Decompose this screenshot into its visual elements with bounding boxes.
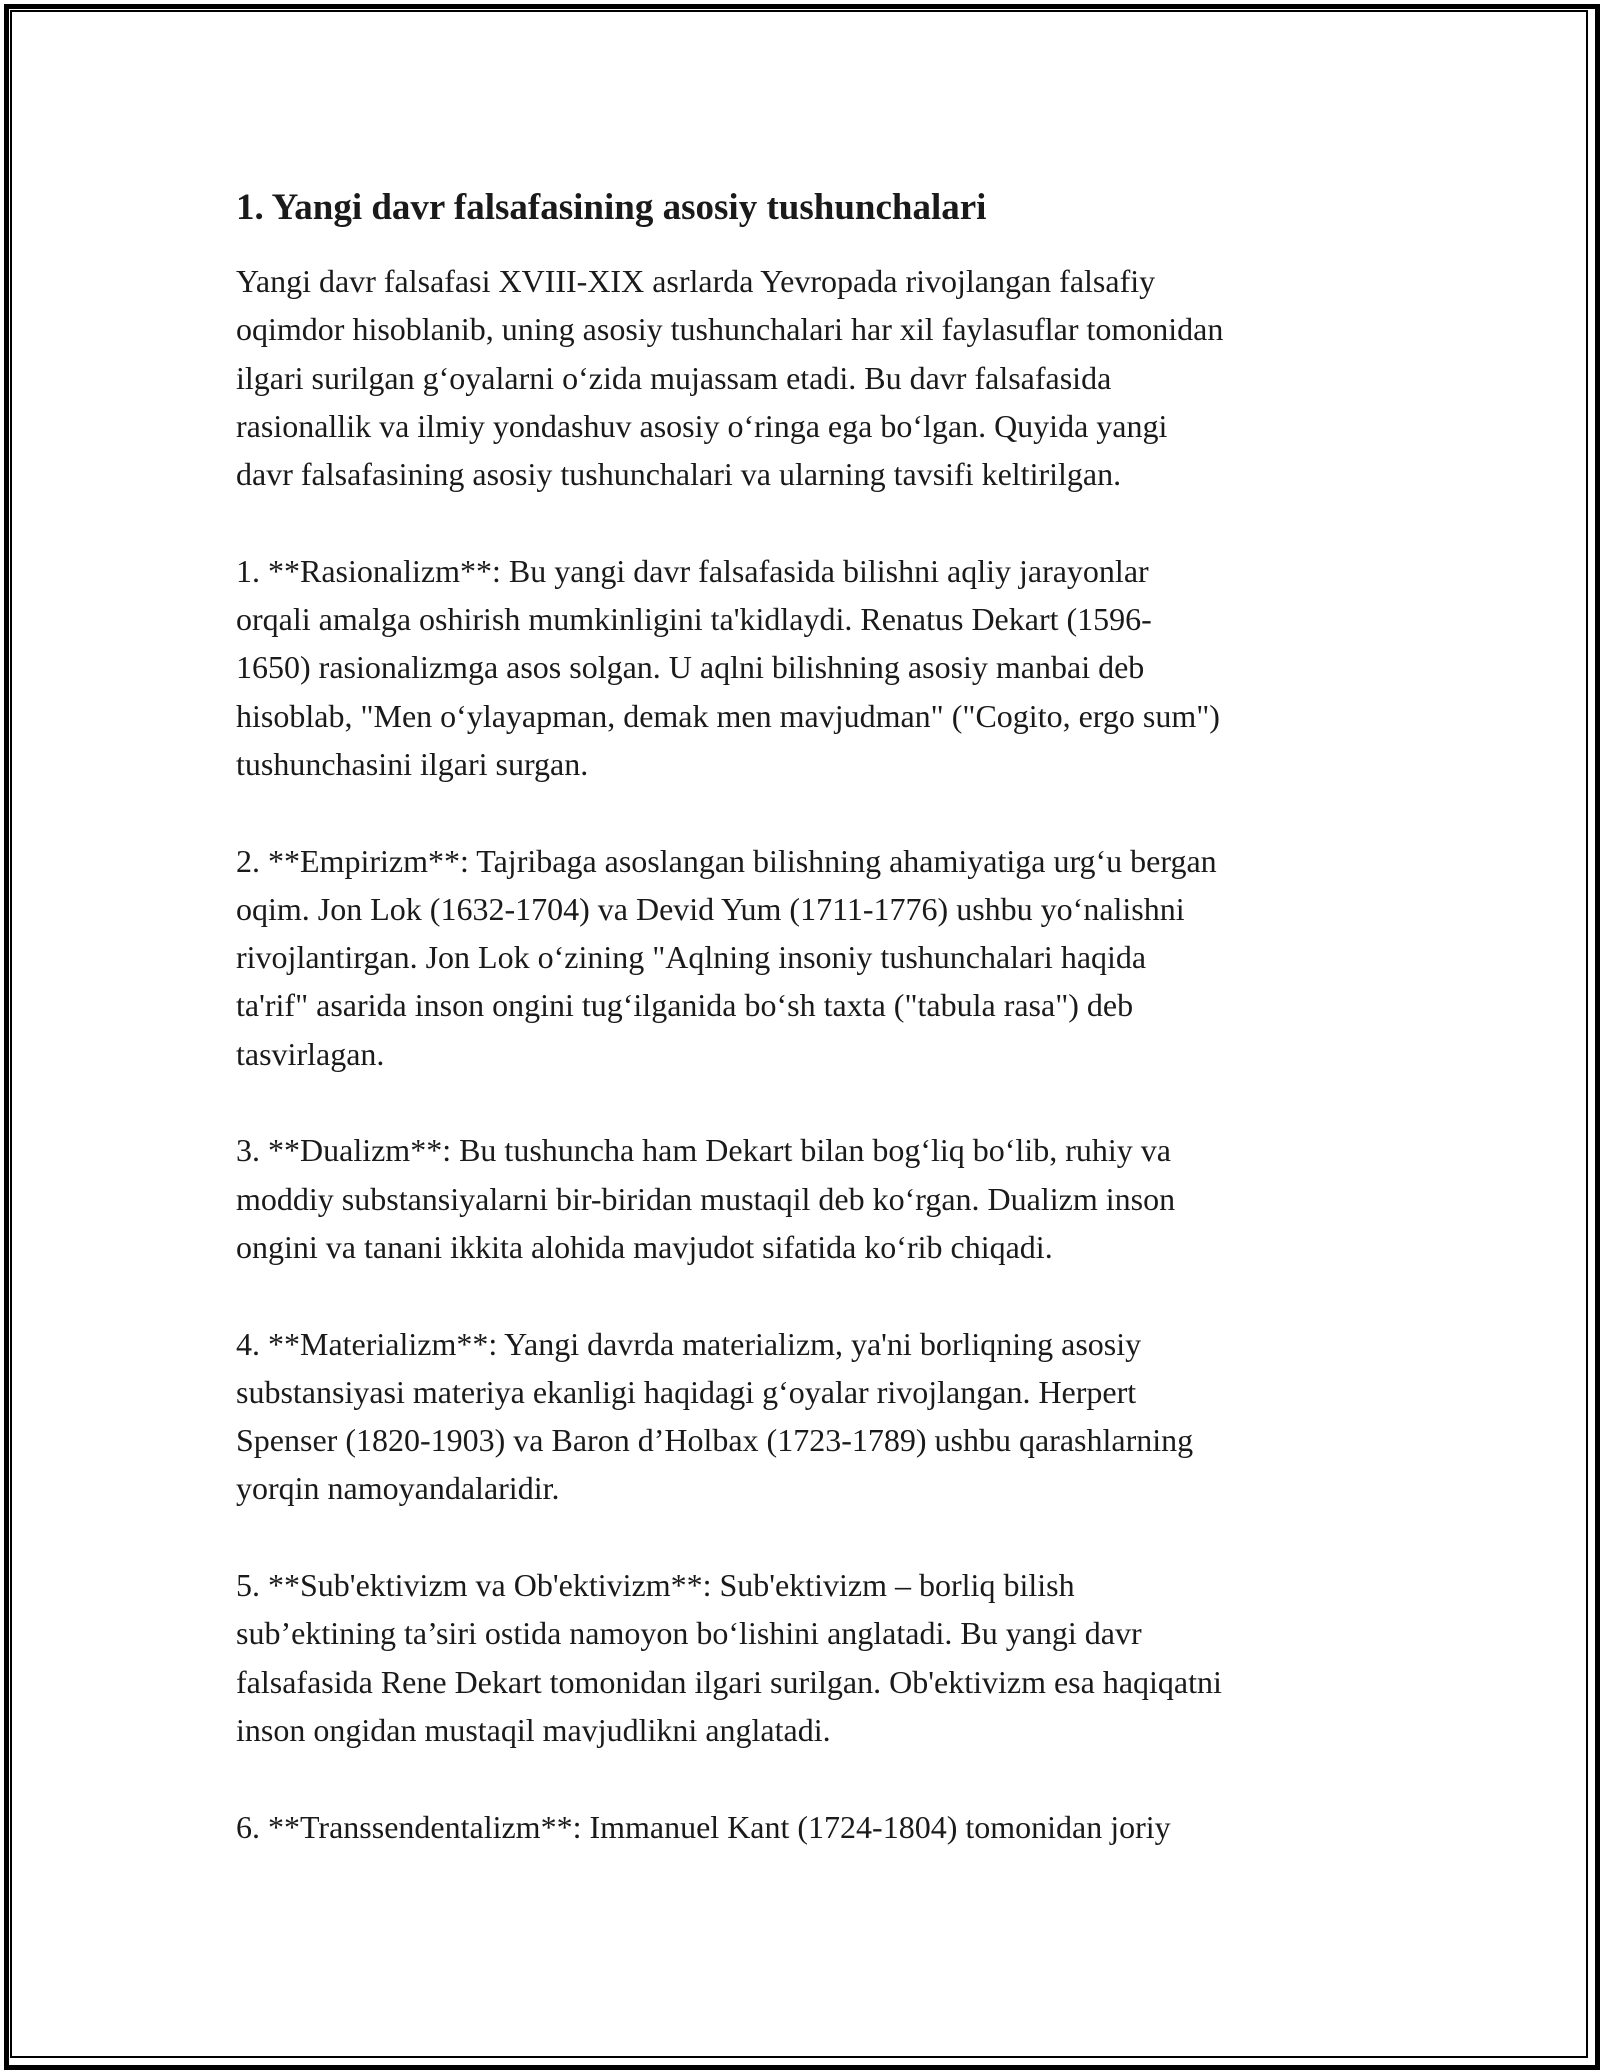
text-line: oqimdor hisoblanib, uning asosiy tushunchalari har xil faylasuflar tomonidan	[236, 311, 1224, 348]
intro-paragraph	[236, 257, 1396, 498]
text-line: Yangi davr falsafasi XVIII-XIX asrlarda Yevropada rivojlangan falsafiy	[236, 263, 1156, 299]
list-item-transsendentalizm	[236, 1803, 1396, 1851]
text-line: 5. **Sub'ektivizm va Ob'ektivizm**: Sub'ektivizm – borliq bilish	[236, 1567, 1075, 1604]
text-line: ilgari surilgan g‘oyalarni o‘zida mujassam etadi. Bu davr falsafasida	[236, 359, 1112, 396]
text-line: 6. **Transsendentalizm**: Immanuel Kant (1724-1804) tomonidan joriy	[236, 1808, 1171, 1845]
list-item-materializm	[236, 1320, 1396, 1513]
list-item-dualizm	[236, 1126, 1396, 1271]
text-line: 4. **Materializm**: Yangi davrda materializm, ya'ni borliqning asosiy	[236, 1325, 1142, 1362]
page-title: 1. Yangi davr falsafasining asosiy tushunchalari	[236, 187, 987, 228]
list-item-subektivizm	[236, 1561, 1396, 1754]
text-line: oqim. Jon Lok (1632-1704) va Devid Yum (1711-1776) ushbu yo‘nalishni	[236, 890, 1185, 927]
text-line: rasionallik va ilmiy yondashuv asosiy o‘ringa ega bo‘lgan. Quyida yangi	[236, 407, 1168, 444]
list-item-empirizm	[236, 837, 1396, 1078]
text-line: hisoblab, "Men o‘ylayapman, demak men mavjudman" ("Cogito, ergo sum")	[236, 697, 1220, 734]
text-line: orqali amalga oshirish mumkinligini ta'kidlaydi. Renatus Dekart (1596-	[236, 601, 1152, 638]
list-item-rasionalizm	[236, 547, 1396, 788]
text-line: falsafasida Rene Dekart tomonidan ilgari surilgan. Ob'ektivizm esa haqiqatni	[236, 1663, 1222, 1700]
text-line: inson ongidan mustaqil mavjudlikni anglatadi.	[236, 1711, 831, 1748]
text-line: tushunchasini ilgari surgan.	[236, 745, 589, 782]
text-line: moddiy substansiyalarni bir-biridan mustaqil deb ko‘rgan. Dualizm inson	[236, 1180, 1176, 1217]
text-line: 2. **Empirizm**: Tajribaga asoslangan bilishning ahamiyatiga urg‘u bergan	[236, 842, 1217, 879]
text-line: Spenser (1820-1903) va Baron d’Holbax (1723-1789) ushbu qarashlarning	[236, 1422, 1194, 1459]
text-line: substansiyasi materiya ekanligi haqidagi g‘oyalar rivojlangan. Herpert	[236, 1373, 1137, 1410]
document-body	[236, 185, 1396, 1899]
text-line: 3. **Dualizm**: Bu tushuncha ham Dekart bilan bog‘liq bo‘lib, ruhiy va	[236, 1132, 1171, 1169]
text-line: 1. **Rasionalizm**: Bu yangi davr falsafasida bilishni aqliy jarayonlar	[236, 552, 1149, 589]
text-line: tasvirlagan.	[236, 1035, 385, 1072]
text-line: rivojlantirgan. Jon Lok o‘zining "Aqlning insoniy tushunchalari haqida	[236, 939, 1147, 976]
text-line: sub’ektining ta’siri ostida namoyon bo‘lishini anglatadi. Bu yangi davr	[236, 1615, 1142, 1652]
text-line: yorqin namoyandalaridir.	[236, 1470, 560, 1507]
text-line: 1650) rasionalizmga asos solgan. U aqlni bilishning asosiy manbai deb	[236, 649, 1145, 686]
text-line: ongini va tanani ikkita alohida mavjudot sifatida ko‘rib chiqadi.	[236, 1228, 1053, 1265]
text-line: davr falsafasining asosiy tushunchalari va ularning tavsifi keltirilgan.	[236, 456, 1122, 493]
text-line: ta'rif" asarida inson ongini tug‘ilganida bo‘sh taxta ("tabula rasa") deb	[236, 987, 1134, 1024]
